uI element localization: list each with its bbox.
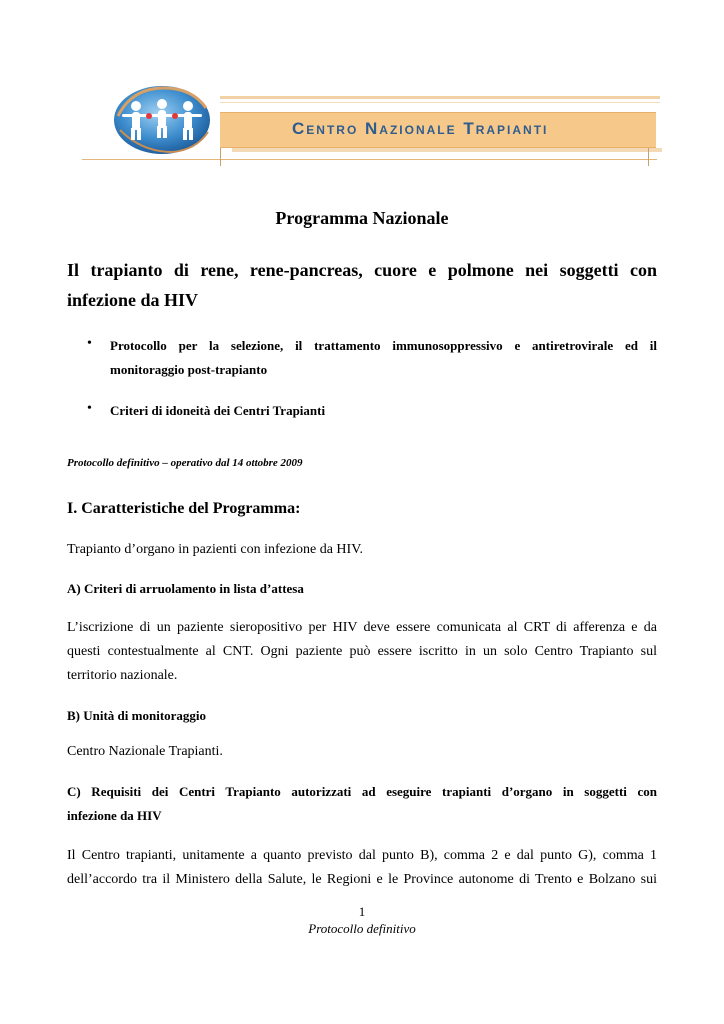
protocol-note: Protocollo definitivo – operativo dal 14 ottobre 2009 [67, 457, 303, 469]
page-number: 1 [358, 904, 366, 919]
banner-rule [82, 159, 657, 160]
header-banner [82, 82, 662, 172]
banner-stripe [220, 96, 660, 99]
program-title: Programma Nazionale [275, 208, 449, 228]
banner-tick [220, 148, 221, 166]
main-title-line2: infezione da HIV [67, 290, 199, 310]
bullet-icon: • [87, 336, 92, 351]
sub-a-text-line2: questi contestualmente al CNT. Ogni paziente può essere iscritto in un solo Centro Trapianto sul [67, 644, 657, 659]
sub-b-heading: B) Unità di monitoraggio [67, 708, 207, 723]
bullet-1-line2: monitoraggio post-trapianto [110, 362, 268, 377]
footer-label: Protocollo definitivo [308, 921, 416, 936]
banner-tick [648, 148, 649, 166]
bullet-icon: • [87, 401, 92, 416]
organization-name: Centro Nazionale Trapianti [292, 119, 549, 138]
sub-c-heading-line1: C) Requisiti dei Centri Trapianto autorizzati ad eseguire trapianti d’organo in soggetti con [67, 784, 657, 799]
sub-b-text: Centro Nazionale Trapianti. [67, 744, 223, 759]
bullet-1-line1: Protocollo per la selezione, il trattamento immunosoppressivo e antiretrovirale ed il [110, 338, 657, 353]
sub-a-heading: A) Criteri di arruolamento in lista d’attesa [67, 581, 304, 596]
main-title-line1: Il trapianto di rene, rene-pancreas, cuore e polmone nei soggetti con [67, 260, 657, 280]
sub-a-text-line1: L’iscrizione di un paziente sieropositivo per HIV deve essere comunicata al CRT di afferenza e da [67, 620, 657, 635]
sub-c-text-line2: dell’accordo tra il Ministero della Salute, le Regioni e le Province autonome di Trento e Bolzano sui [67, 872, 657, 887]
sub-a-text-line3: territorio nazionale. [67, 668, 178, 683]
cnt-logo-icon [112, 82, 212, 156]
intro-text: Trapianto d’organo in pazienti con infezione da HIV. [67, 542, 364, 557]
sub-c-heading-line2: infezione da HIV [67, 808, 162, 823]
banner-band-shadow [232, 148, 662, 152]
bullet-2-line1: Criteri di idoneità dei Centri Trapianti [110, 403, 326, 418]
section-heading: I. Caratteristiche del Programma: [67, 500, 301, 517]
banner-stripe-thin [220, 102, 660, 103]
sub-c-text-line1: Il Centro trapianti, unitamente a quanto previsto dal punto B), comma 2 e dal punto G), comma 1 [67, 848, 657, 863]
